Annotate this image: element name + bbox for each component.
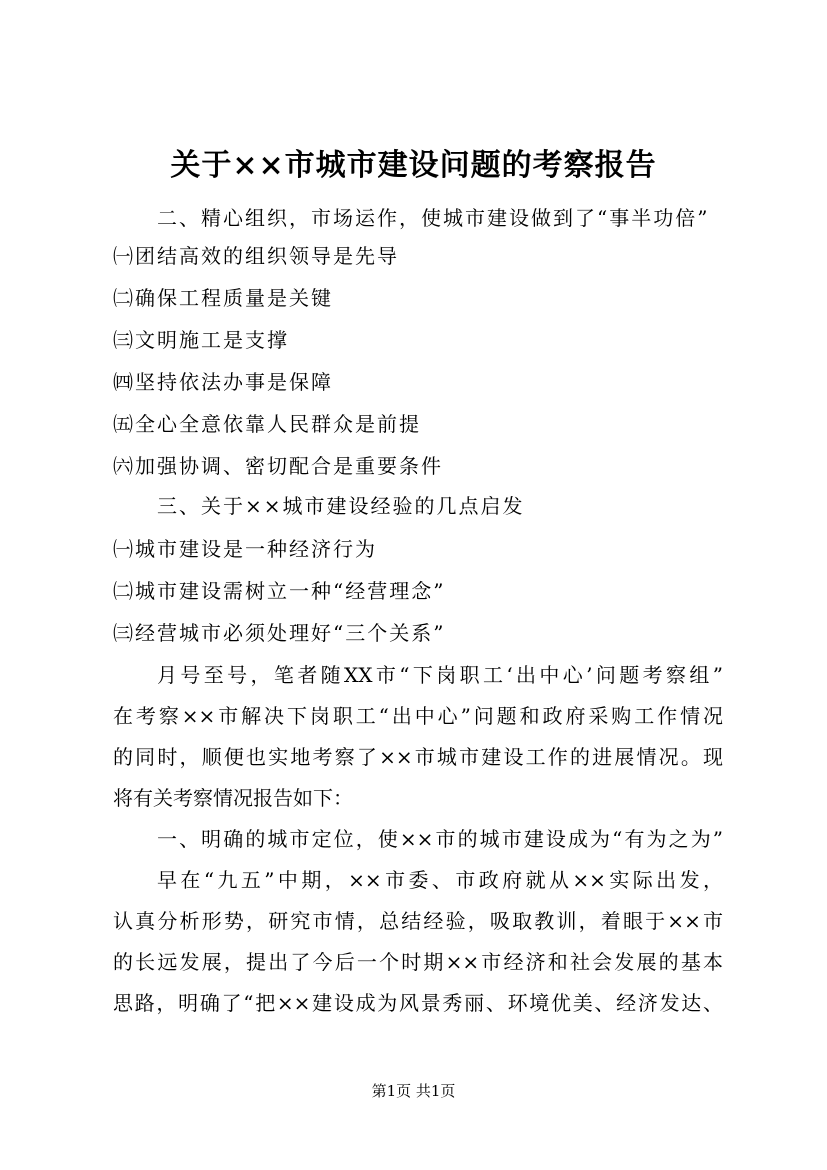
- section-one-paragraph-line: 认真分析形势，研究市情，总结经验，吸取教训，着眼于××市: [113, 909, 723, 933]
- outline-item: ㈢文明施工是支撑: [113, 328, 289, 352]
- outline-item: ㈣坚持依法办事是保障: [113, 370, 333, 394]
- intro-paragraph-line: 的同时，顺便也实地考察了××市城市建设工作的进展情况。现: [113, 745, 723, 769]
- section-one-paragraph-line: 早在“九五”中期，××市委、市政府就从××实际出发，: [157, 868, 723, 892]
- intro-paragraph-line: 在考察××市解决下岗职工“出中心”问题和政府采购工作情况: [113, 704, 723, 728]
- outline-item: ㈡确保工程质量是关键: [113, 286, 333, 310]
- outline-item: ㈠城市建设是一种经济行为: [113, 537, 377, 561]
- outline-item: 二、精心组织，市场运作，使城市建设做到了“事半功倍”: [157, 206, 710, 230]
- intro-paragraph-line: 月号至号，笔者随XX市“下岗职工‘出中心’问题考察组”: [157, 663, 723, 687]
- outline-item: ㈢经营城市必须处理好“三个关系”: [113, 621, 446, 645]
- section-one-paragraph-line: 思路，明确了“把××建设成为风景秀丽、环境优美、经济发达、: [113, 991, 723, 1015]
- intro-paragraph-line: 将有关考察情况报告如下：: [113, 786, 353, 810]
- outline-item: ㈡城市建设需树立一种“经营理念”: [113, 579, 446, 603]
- document-title: 关于××市城市建设问题的考察报告: [170, 148, 657, 183]
- section-one-heading: 一、明确的城市定位，使××市的城市建设成为“有为之为”: [157, 827, 723, 851]
- section-one-paragraph-line: 的长远发展，提出了今后一个时期××市经济和社会发展的基本: [113, 950, 723, 974]
- outline-item: ㈤全心全意依靠人民群众是前提: [113, 412, 421, 436]
- page-footer: 第1页 共1页: [371, 1082, 456, 1100]
- outline-item: ㈠团结高效的组织领导是先导: [113, 244, 399, 268]
- outline-item: 三、关于××城市建设经验的几点启发: [157, 494, 525, 518]
- outline-item: ㈥加强协调、密切配合是重要条件: [113, 454, 443, 478]
